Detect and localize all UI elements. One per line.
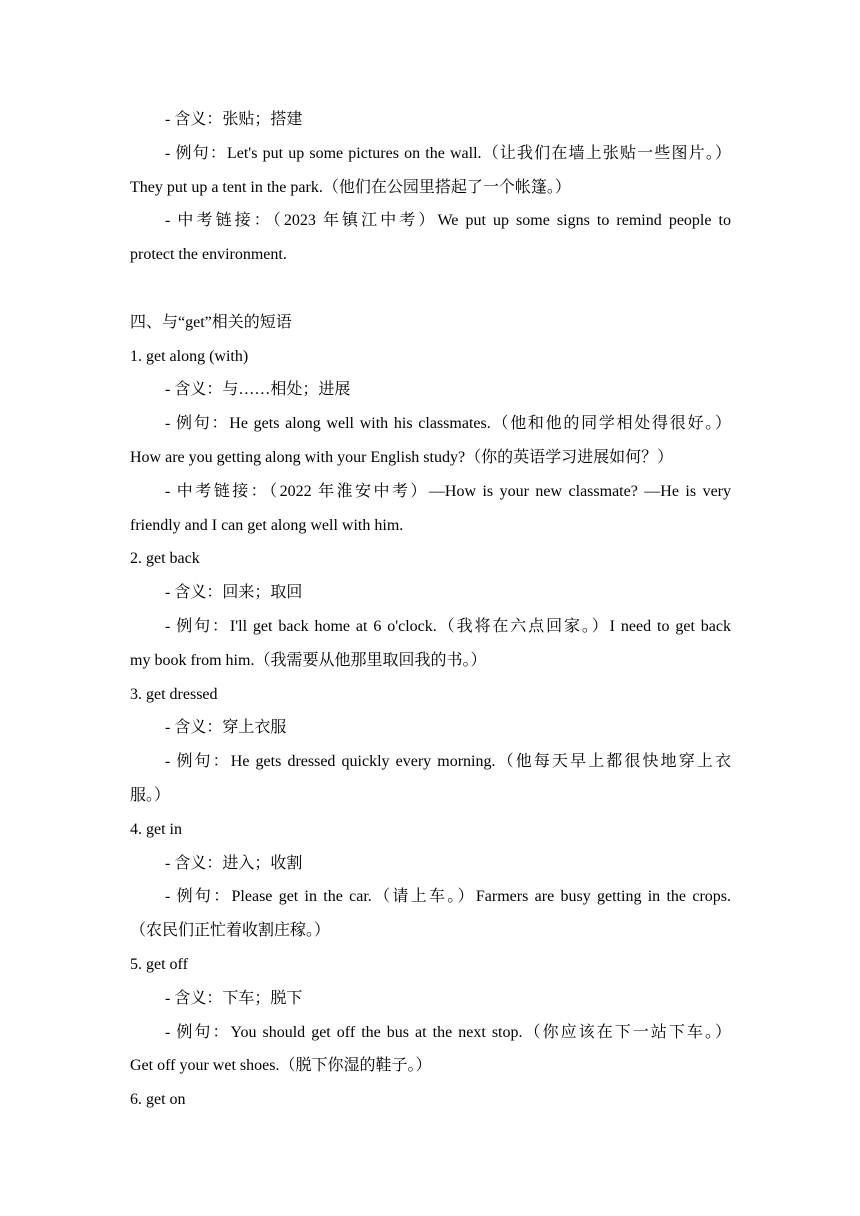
exam-link-line: - 中考链接：（2023 年镇江中考）We put up some signs to remind people to: [165, 212, 731, 230]
phrase-heading: 1. get along (with): [130, 347, 249, 365]
meaning-line: - 含义：进入；收割: [165, 854, 303, 872]
example-line: - 例句：You should get off the bus at the next stop.（你应该在下一站下车。）: [165, 1023, 731, 1041]
example-line: - 例句：Let's put up some pictures on the wall.（让我们在墙上张贴一些图片。）: [165, 144, 731, 162]
example-continuation: They put up a tent in the park.（他们在公园里搭起了一个帐篷。）: [130, 178, 571, 196]
section-heading: 四、与“get”相关的短语: [130, 313, 292, 331]
exam-link-continuation: protect the environment.: [130, 246, 287, 264]
phrase-heading: 3. get dressed: [130, 685, 218, 703]
example-line: - 例句：He gets dressed quickly every morning.（他每天早上都很快地穿上衣: [165, 753, 731, 771]
phrase-heading: 5. get off: [130, 955, 188, 973]
example-continuation: my book from him.（我需要从他那里取回我的书。）: [130, 651, 487, 669]
meaning-line: - 含义：回来；取回: [165, 584, 303, 602]
example-continuation: How are you getting along with your English study?（你的英语学习进展如何？）: [130, 448, 674, 466]
example-line: - 例句：He gets along well with his classmates.（他和他的同学相处得很好。）: [165, 415, 731, 433]
exam-link-line: - 中考链接：（2022 年淮安中考）—How is your new classmate? —He is very: [165, 482, 731, 500]
example-continuation: Get off your wet shoes.（脱下你湿的鞋子。）: [130, 1057, 432, 1075]
blank-line: [130, 272, 731, 306]
phrase-heading: 6. get on: [130, 1091, 186, 1109]
phrase-heading: 4. get in: [130, 820, 182, 838]
example-line: - 例句：Please get in the car.（请上车。）Farmers are busy getting in the crops.: [165, 888, 731, 906]
example-continuation: （农民们正忙着收割庄稼。）: [130, 922, 331, 940]
meaning-line: - 含义：与……相处；进展: [165, 381, 351, 399]
meaning-line: - 含义：张贴；搭建: [165, 111, 303, 128]
meaning-line: - 含义：穿上衣服: [165, 719, 287, 737]
example-line: - 例句：I'll get back home at 6 o'clock.（我将在六点回家。）I need to get back: [165, 617, 731, 635]
phrase-heading: 2. get back: [130, 550, 200, 568]
document-page: [130, 103, 731, 1117]
meaning-line: - 含义：下车；脱下: [165, 989, 303, 1007]
exam-link-continuation: friendly and I can get along well with him.: [130, 516, 404, 534]
example-continuation: 服。）: [130, 786, 171, 804]
